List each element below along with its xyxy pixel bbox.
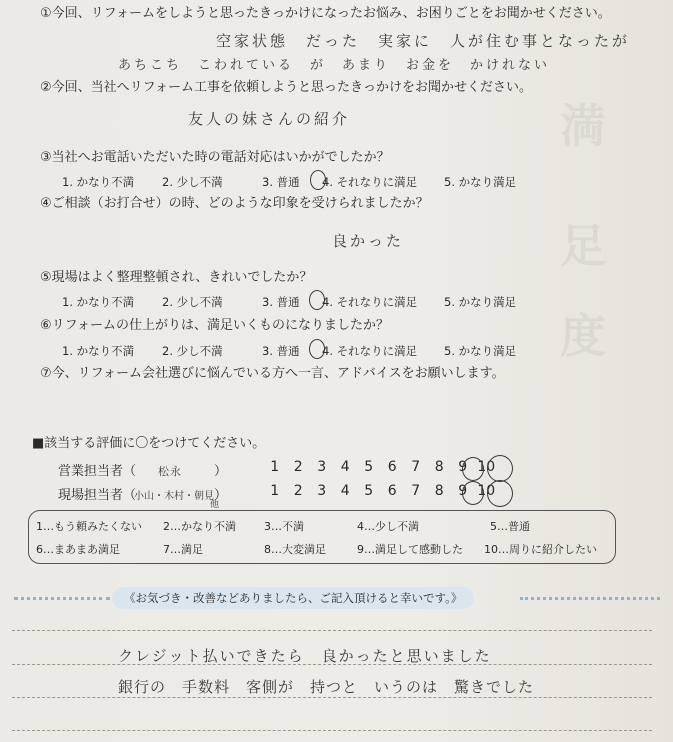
site-name-note[interactable]: 他 <box>210 500 220 510</box>
score-8[interactable]: 8 <box>434 483 444 499</box>
site-name[interactable]: 小山・木村・朝見 <box>134 491 215 502</box>
option-3[interactable]: 3. 普通 <box>262 344 300 358</box>
legend-item-5: 5…普通 <box>490 520 530 533</box>
score-4[interactable]: 4 <box>340 459 350 475</box>
question-7: ⑦今、リフォーム会社選びに悩んでいる方へ一言、アドバイスをお願いします。 <box>40 366 505 381</box>
banner-dots-right <box>520 597 660 600</box>
legend-item-7: 7…満足 <box>163 543 203 556</box>
legend-item-4: 4…少し不満 <box>357 520 419 533</box>
question-1: ①今回、リフォームをしようと思ったきっかけになったお悩み、お困りごとをお聞かせください。 <box>40 6 611 21</box>
score-3[interactable]: 3 <box>317 483 327 499</box>
site-score-8-circle <box>462 481 484 505</box>
writing-line <box>12 630 652 631</box>
score-3[interactable]: 3 <box>317 459 327 475</box>
legend-item-6: 6…まあまあ満足 <box>36 543 120 556</box>
score-1[interactable]: 1 <box>270 459 280 475</box>
score-6[interactable]: 6 <box>387 483 397 499</box>
comment-line-1[interactable]: クレジット払いできたら 良かったと思いました <box>118 647 492 665</box>
score-10[interactable]: 10 <box>477 459 496 475</box>
selected-option-circle <box>310 170 326 190</box>
score-8[interactable]: 8 <box>434 459 444 475</box>
legend-item-2: 2…かなり不満 <box>163 520 236 533</box>
rating-title: ■該当する評価に〇をつけてください。 <box>32 436 266 451</box>
sales-label: 営業担当者（ <box>58 464 137 479</box>
selected-option-circle <box>309 290 325 310</box>
score-7[interactable]: 7 <box>411 483 421 499</box>
option-4[interactable]: 4. それなりに満足 <box>322 175 418 189</box>
question-6: ⑥リフォームの仕上がりは、満足いくものになりましたか？ <box>40 318 390 333</box>
sales-rating-row <box>58 459 496 479</box>
comment-line-2[interactable]: 銀行の 手数料 客側が 持つと いうのは 驚きでした <box>118 678 535 696</box>
option-4[interactable]: 4. それなりに満足 <box>322 344 418 358</box>
background-watermark: 足 <box>560 219 612 273</box>
question-5-options <box>62 294 516 310</box>
option-3[interactable]: 3. 普通 <box>262 175 300 189</box>
legend-item-9: 9…満足して感動した <box>357 543 463 556</box>
score-2[interactable]: 2 <box>293 483 303 499</box>
question-2: ②今回、当社へリフォーム工事を依頼しようと思ったきっかけをお聞かせください。 <box>40 80 533 95</box>
score-5[interactable]: 5 <box>364 459 374 475</box>
question-5: ⑤現場はよく整理整頓され、きれいでしたか？ <box>40 270 313 285</box>
option-4[interactable]: 4. それなりに満足 <box>322 295 418 309</box>
legend-item-1: 1…もう頼みたくない <box>36 520 142 533</box>
legend-item-8: 8…大変満足 <box>264 543 326 556</box>
option-1[interactable]: 1. かなり不満 <box>62 344 135 358</box>
site-rating-row <box>58 483 496 503</box>
score-4[interactable]: 4 <box>340 483 350 499</box>
answer-1-line-1[interactable]: 空家状態 だった 実家に 人が住む事となったが <box>216 32 631 50</box>
score-10[interactable]: 10 <box>477 483 496 499</box>
selected-option-circle <box>309 339 325 359</box>
site-label: 現場担当者（ <box>58 488 137 503</box>
site-score-9-circle <box>487 480 513 507</box>
background-watermark: 度 <box>560 309 612 363</box>
sales-name[interactable]: 松永 <box>158 465 183 478</box>
option-5[interactable]: 5. かなり満足 <box>444 295 517 309</box>
score-2[interactable]: 2 <box>293 459 303 475</box>
legend-item-10: 10…周りに紹介したい <box>484 543 597 556</box>
option-2[interactable]: 2. 少し不満 <box>162 175 223 189</box>
option-1[interactable]: 1. かなり不満 <box>62 295 135 309</box>
question-4: ④ご相談（お打合せ）の時、どのような印象を受けられましたか？ <box>40 196 429 211</box>
writing-line <box>12 697 652 698</box>
sales-label-close: ） <box>214 464 228 479</box>
writing-line <box>12 730 652 731</box>
option-2[interactable]: 2. 少し不満 <box>162 295 223 309</box>
option-5[interactable]: 5. かなり満足 <box>444 175 517 189</box>
background-watermark: 満 <box>560 99 612 153</box>
score-9[interactable]: 9 <box>458 483 468 499</box>
banner-dots-left <box>14 597 110 600</box>
question-6-options <box>62 343 516 359</box>
score-1[interactable]: 1 <box>270 483 280 499</box>
option-2[interactable]: 2. 少し不満 <box>162 344 223 358</box>
comment-banner: 《お気づき・改善などありましたら、ご記入頂けると幸いです。》 <box>112 587 474 609</box>
score-7[interactable]: 7 <box>411 459 421 475</box>
question-3-options <box>62 174 516 190</box>
option-5[interactable]: 5. かなり満足 <box>444 344 517 358</box>
score-9[interactable]: 9 <box>458 459 468 475</box>
score-5[interactable]: 5 <box>364 483 374 499</box>
option-1[interactable]: 1. かなり不満 <box>62 175 135 189</box>
answer-2[interactable]: 友人の妹さんの紹介 <box>188 110 351 128</box>
legend-item-3: 3…不満 <box>264 520 304 533</box>
sales-score-9-circle <box>487 455 513 482</box>
answer-1-line-2[interactable]: あちこち こわれている が あまり お金を かけれない <box>118 58 551 73</box>
question-3: ③当社へお電話いただいた時の電話対応はいかがでしたか？ <box>40 150 390 165</box>
score-6[interactable]: 6 <box>387 459 397 475</box>
sales-score-8-circle <box>462 457 484 481</box>
answer-4[interactable]: 良かった <box>332 232 405 250</box>
option-3[interactable]: 3. 普通 <box>262 295 300 309</box>
site-label-close: ） <box>214 488 228 503</box>
